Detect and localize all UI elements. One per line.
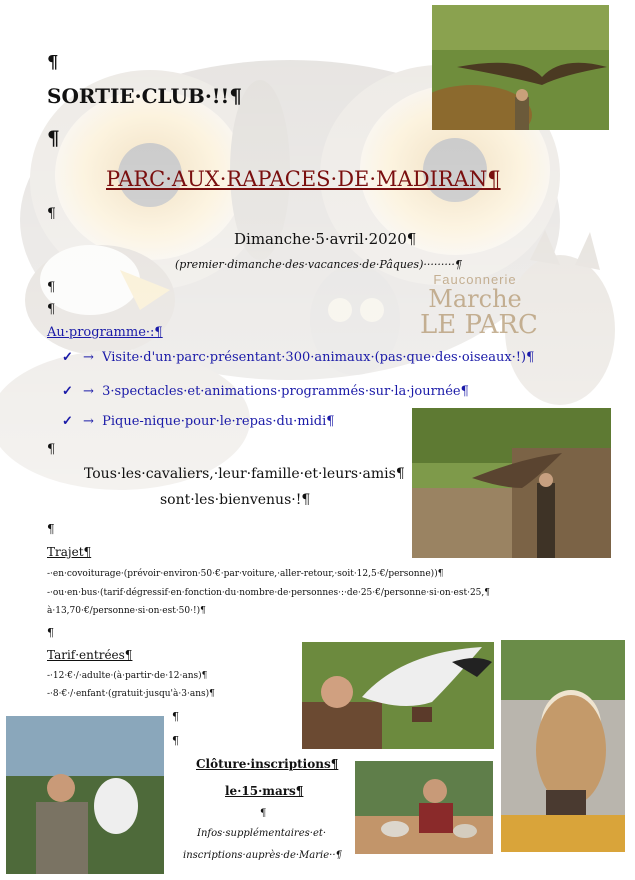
watermark-logo [420, 272, 538, 340]
welcome-line-2: sont·les·bienvenus·!¶ [160, 492, 311, 508]
pilcrow-9: ¶ [172, 710, 179, 723]
programme-item-text: Pique-nique·pour·le·repas·du·midi¶ [102, 414, 335, 429]
tarif-line-2: -·8·€·/·enfant·(gratuit·jusqu'à·3·ans)¶ [47, 689, 215, 699]
infos-line-1: Infos·supplémentaires·et· [197, 828, 327, 839]
pilcrow-5: ¶ [47, 302, 56, 317]
pilcrow-2: ¶ [47, 126, 60, 150]
watermark-line-3: LE PARC [420, 310, 538, 340]
sortie-club-heading: SORTIE·CLUB·!!¶ [47, 84, 243, 108]
arrow-right-icon: → [83, 384, 94, 399]
cloture-line-2: le·15·mars¶ [225, 784, 304, 798]
photo-children-activity [355, 761, 493, 854]
checkmark-icon: ✓ [62, 350, 73, 365]
watermark-line-2: Marche [428, 285, 522, 313]
trajet-line-1: -·en·covoiturage·(prévoir·environ·50·€·par·voiture,·aller-retour,·soit·12,5·€/personne))¶ [47, 569, 444, 579]
programme-item-1 [62, 350, 534, 365]
photo-hawk-show [412, 408, 611, 558]
arrow-right-icon: → [83, 414, 94, 429]
pilcrow-4: ¶ [47, 280, 56, 295]
programme-item-text: Visite·d'un·parc·présentant·300·animaux·(pas·que·des·oiseaux·!)¶ [102, 350, 535, 365]
pilcrow-7: ¶ [47, 522, 55, 536]
trajet-line-3: à·13,70·€/personne·si·on·est·50·!)¶ [47, 606, 206, 616]
pilcrow-3: ¶ [47, 206, 56, 222]
programme-item-3 [62, 414, 335, 429]
checkmark-icon: ✓ [62, 384, 73, 399]
arrow-right-icon: → [83, 350, 94, 365]
cloture-line-1: Clôture·inscriptions¶ [196, 757, 339, 771]
photo-falconer-white-falcon [6, 716, 164, 874]
pilcrow-6: ¶ [47, 442, 56, 457]
page-title: PARC·AUX·RAPACES·DE·MADIRAN¶ [106, 167, 501, 191]
photo-barn-owl [501, 640, 625, 852]
pilcrow-8: ¶ [47, 626, 54, 639]
tarif-label: Tarif·entrées¶ [47, 648, 133, 662]
pilcrow-10: ¶ [172, 734, 179, 747]
trajet-label: Trajet¶ [47, 545, 92, 559]
pilcrow-1: ¶ [47, 52, 59, 73]
trajet-line-2: -·ou·en·bus·(tarif·dégressif·en·fonction·du·nombre·de·personnes·:·de·25·€/personne·si·on·est·25,¶ [47, 588, 490, 598]
watermark-line-1: Fauconnerie [433, 272, 517, 287]
checkmark-icon: ✓ [62, 414, 73, 429]
photo-falconer-eagle [432, 5, 609, 130]
tarif-line-1: -·12·€·/·adulte·(à·partir·de·12·ans)¶ [47, 671, 208, 681]
programme-item-2 [62, 384, 469, 399]
programme-item-text: 3·spectacles·et·animations·programmés·sur·la·journée¶ [102, 384, 469, 399]
programme-label: Au·programme·:¶ [47, 325, 163, 340]
photo-falconer-stork [302, 642, 494, 749]
welcome-line-1: Tous·les·cavaliers,·leur·famille·et·leurs·amis¶ [84, 466, 405, 482]
event-subtitle: (premier·dimanche·des·vacances·de·Pâques)·········¶ [175, 258, 462, 271]
pilcrow-11: ¶ [260, 808, 267, 819]
infos-line-2: inscriptions·auprès·de·Marie··¶ [183, 850, 342, 861]
event-date: Dimanche·5·avril·2020¶ [234, 230, 417, 248]
